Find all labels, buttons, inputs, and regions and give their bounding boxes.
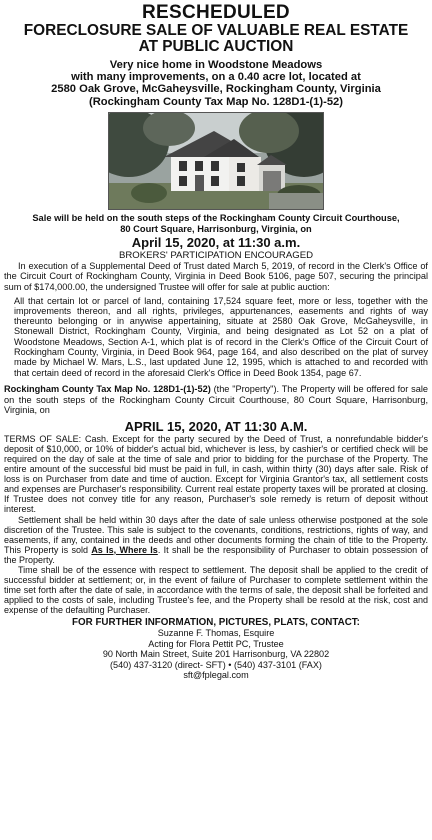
contact-acting: Acting for Flora Pettit PC, Trustee [148, 638, 284, 649]
notice-subtitle-line1: FORECLOSURE SALE OF VALUABLE REAL ESTATE [23, 22, 409, 39]
execution-paragraph: In execution of a Supplemental Deed of Trust dated March 5, 2019, of record in the Clerk's Office of the Circuit Court of Rockingham County, Virginia in Deed Book 5106, page 507, securing the principal sum of $174,000.00, the undersigned Trustee will offer for sale at public auction: [4, 260, 428, 292]
sale-location-line-1: Sale will be held on the south steps of the Rockingham County Circuit Courthouse, [32, 212, 400, 223]
contact-name: Suzanne F. Thomas, Esquire [157, 628, 275, 639]
legal-description: All that certain lot or parcel of land, containing 17,524 square feet, more or less, together with the improvements thereon, and all rights, privileges, appurtenances, easements and rights of way thereunto belonging or in anywise appertaining, situate at 2580 Oak Grove, McGaheysville, in Stonewall District, Rockingham County, Virginia, and being designated as Lot 52 on a plat of Woodstone Meadows, Section A-1, which plat is of record in the Clerk's Office of the Circuit Court of Rockingham County, Virginia, in Deed Book 964, page 164, and also described on the plat of survey made by Michael W. Mars, L.S., last updated June 12, 1995, which is attached to and recorded with that certain deed of record in the aforesaid Clerk's Office in Deed Book 1354, page 67. [14, 295, 428, 378]
terms-paragraph-3: Time shall be of the essence with respect to settlement. The deposit shall be applied to the credit of successful bidder at settlement; or, in the event of failure of Purchaser to complete settlement within the time set forth after the date of sale, in accordance with the terms of sale, the deposit shall be forfeited and applied to the costs of sale, including Trustee's fee, and the Property shall be resold at the risk, cost and expense of the defaulting Purchaser. [4, 564, 428, 616]
terms-paragraph-2 [4, 515, 428, 565]
brokers-note: BROKERS' PARTICIPATION ENCOURAGED [118, 249, 314, 261]
contact-phone: (540) 437-3120 (direct- SFT) • (540) 437-3101 (FAX) [110, 659, 322, 670]
notice-title: RESCHEDULED [142, 2, 290, 23]
property-summary [4, 59, 428, 108]
summary-line-4: (Rockingham County Tax Map No. 128D1-(1)-52) [88, 95, 344, 108]
terms-paragraph-1: TERMS OF SALE: Cash. Except for the party secured by the Deed of Trust, a nonrefundable bidder's deposit of $10,000, or 10% of bidder's actual bid, whichever is less, by cashier's or certified check will be required on the day of sale at the time of sale and prior to bidding for the purchase of the Property. The entire amount of the successful bid must be paid in full, in cash, within thirty (30) days after sale. Risk of loss is on Purchaser from date and time of auction. Except for Virginia Grantor's tax, all settlement costs and expenses are Purchaser's responsibility. Current real estate property taxes will be prorated at closing. If Trustee does not convey title for any reason, Purchaser's sole remedy is return of deposit without interest. [4, 433, 428, 515]
tax-map-text: (the "Property"). The Property will be offered for sale on the south steps of the Rockingham County Circuit Courthouse, 80 Court Square, Harrisonburg, Virginia, on [4, 383, 429, 416]
terms-p2-b: . It shall be the responsibility of Purchaser to obtain possession of the Property. [4, 544, 428, 565]
terms-p2-a: Settlement shall be held within 30 days after the date of sale unless otherwise postponed at the sole discretion of the Trustee. This sale is subject to the covenants, conditions, restrictions, rights of way, and easements, if any, contained in the deeds and other documents forming the chain of title to the Property. This Property is sold [4, 514, 428, 555]
contact-address: 90 North Main Street, Suite 201 Harrisonburg, VA 22802 [102, 649, 330, 660]
tax-map-number: Rockingham County Tax Map No. 128D1-(1)-52) [4, 383, 211, 394]
sale-date: April 15, 2020, at 11:30 a.m. [131, 234, 301, 250]
contact-heading: FOR FURTHER INFORMATION, PICTURES, PLATS, CONTACT: [72, 617, 360, 629]
sale-location [4, 213, 428, 235]
summary-line-3: 2580 Oak Grove, McGaheysville, Rockingham County, Virginia [51, 83, 381, 96]
summary-line-1: Very nice home in Woodstone Meadows [109, 59, 323, 71]
notice-subtitle-line2: AT PUBLIC AUCTION [138, 38, 294, 55]
sale-location-line-2: 80 Court Square, Harrisonburg, Virginia, on [120, 223, 312, 234]
summary-line-2: with many improvements, on a 0.40 acre lot, located at [71, 71, 361, 84]
sale-date-repeat: APRIL 15, 2020, AT 11:30 A.M. [124, 418, 308, 434]
contact-email: sft@fplegal.com [183, 670, 249, 681]
contact-block [4, 628, 428, 680]
tax-map-paragraph [4, 384, 428, 416]
terms-of-sale [4, 434, 428, 616]
house-photo [108, 112, 324, 210]
as-is-where-is: As Is, Where Is [91, 544, 158, 555]
